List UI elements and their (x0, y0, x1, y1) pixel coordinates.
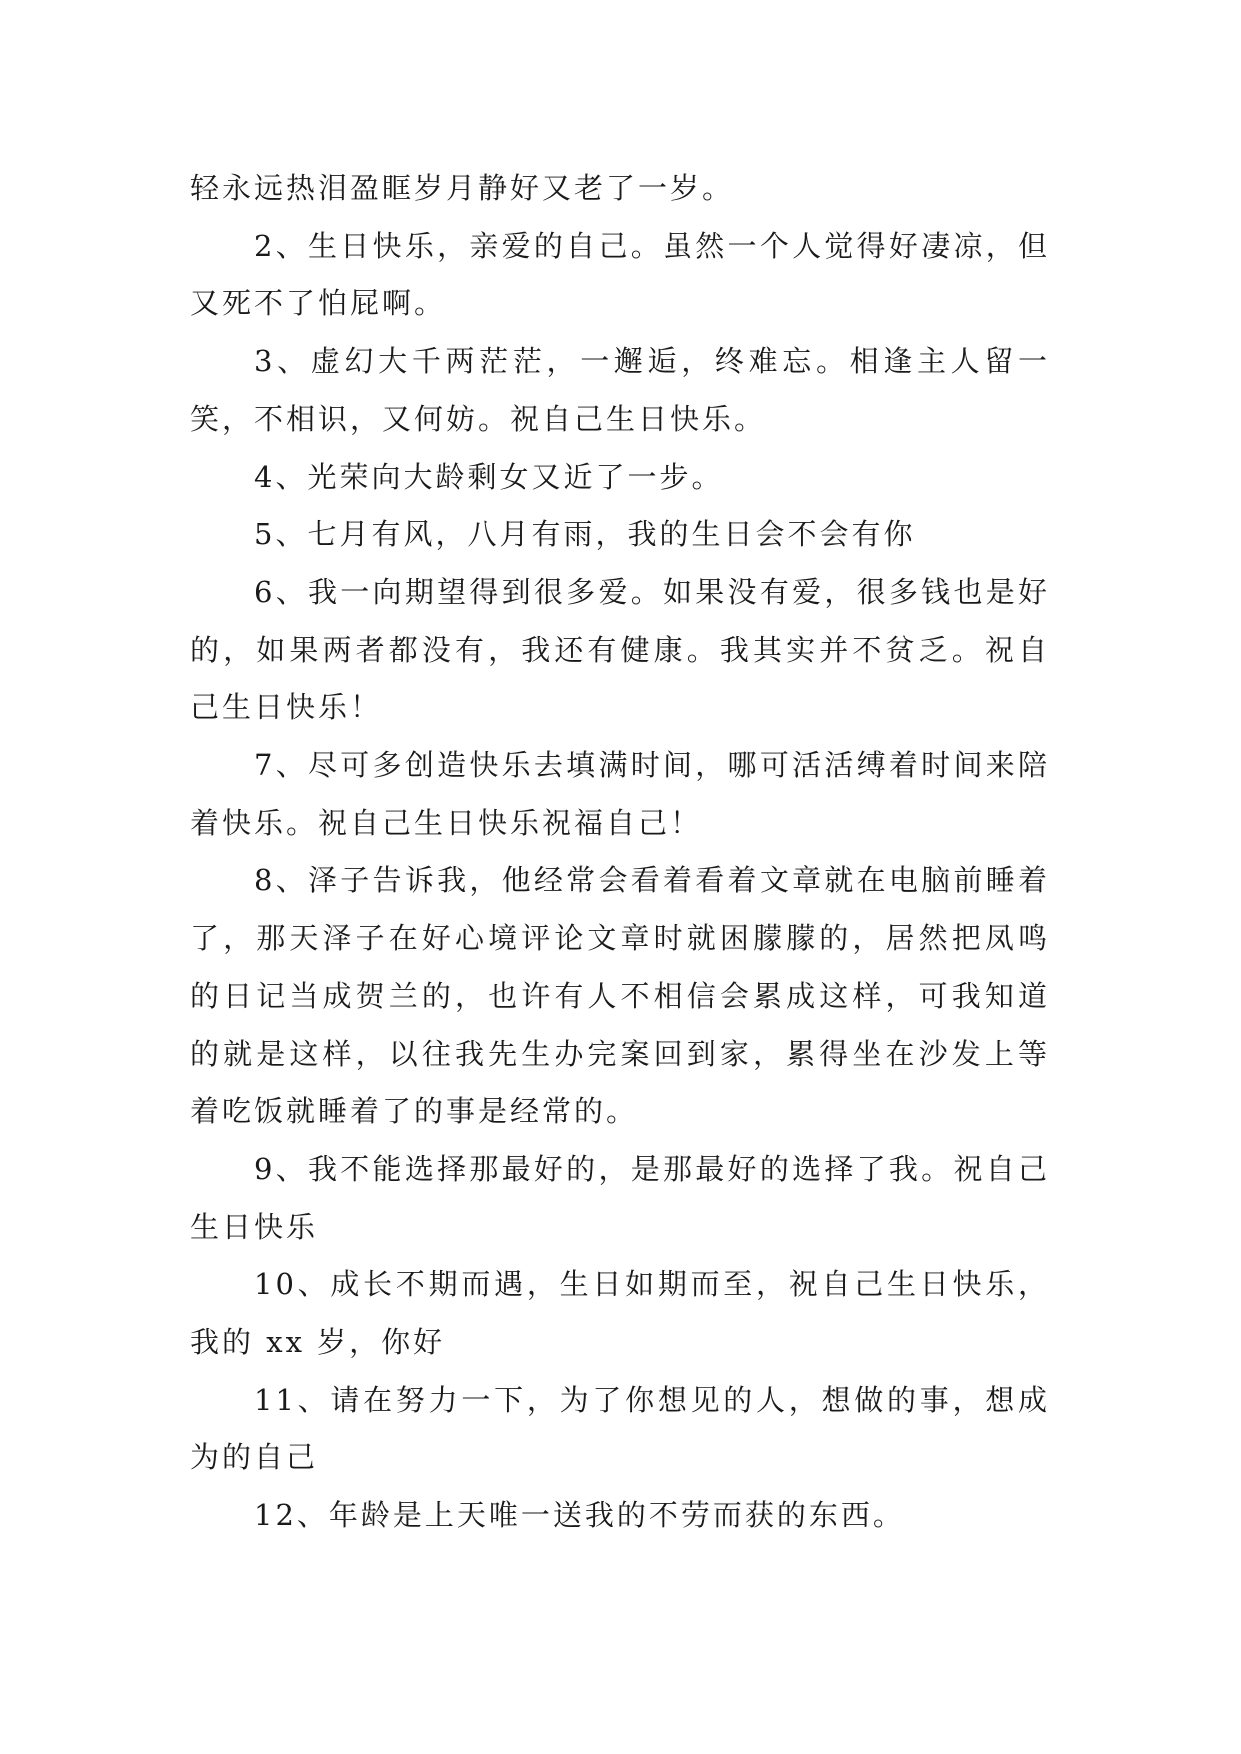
paragraph-item-4: 4、光荣向大龄剩女又近了一步。 (254, 459, 724, 494)
paragraph-item-7: 7、尽可多创造快乐去填满时间，哪可活活缚着时间来陪着快乐。祝自己生日快乐祝福自己！ (190, 748, 1050, 840)
paragraph-continuation: 轻永远热泪盈眶岁月静好又老了一岁。 (190, 171, 735, 205)
paragraph-item-2: 2、生日快乐，亲爱的自己。虽然一个人觉得好凄凉，但又死不了怕屁啊。 (190, 228, 1050, 321)
paragraph-item-11: 11、请在努力一下，为了你想见的人，想做的事，想成为的自己 (190, 1382, 1050, 1475)
document-body (190, 160, 1050, 1545)
paragraph-item-3: 3、虚幻大千两茫茫，一邂逅，终难忘。相逢主人留一笑，不相识，又何妨。祝自己生日快乐。 (190, 344, 1050, 436)
paragraph-item-8: 8、泽子告诉我，他经常会看着看着文章就在电脑前睡着了，那天泽子在好心境评论文章时就困朦朦的，居然把凤鸣的日记当成贺兰的，也许有人不相信会累成这样，可我知道的就是这样，以往我先生办完案回到家，累得坐在沙发上等着吃饭就睡着了的事是经常的。 (190, 863, 1050, 1129)
paragraph-item-5: 5、七月有风，八月有雨，我的生日会不会有你 (254, 517, 916, 552)
paragraph-item-6: 6、我一向期望得到很多爱。如果没有爱，很多钱也是好的，如果两者都没有，我还有健康。我其实并不贫乏。祝自己生日快乐！ (190, 574, 1050, 725)
paragraph-item-12: 12、年龄是上天唯一送我的不劳而获的东西。 (254, 1498, 905, 1533)
paragraph-item-10: 10、成长不期而遇，生日如期而至，祝自己生日快乐，我的 xx 岁，你好 (190, 1267, 1050, 1360)
paragraph-item-9: 9、我不能选择那最好的，是那最好的选择了我。祝自己生日快乐 (190, 1151, 1050, 1244)
